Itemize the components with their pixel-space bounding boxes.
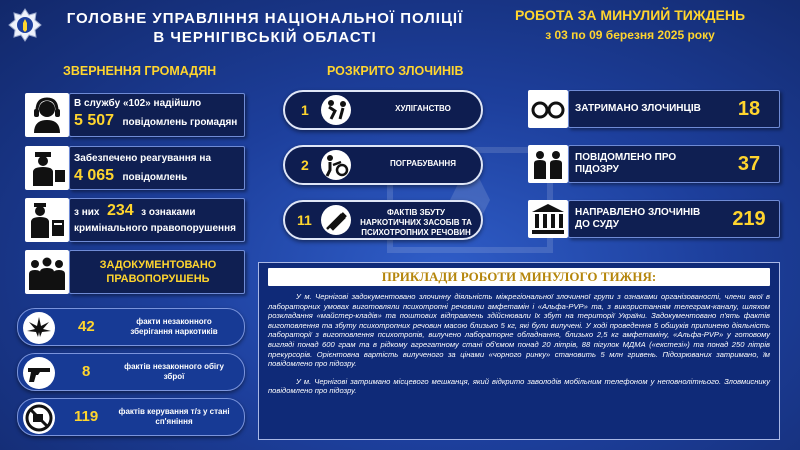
- driving-icon-circle: [23, 402, 55, 434]
- result-court-value: 219: [732, 208, 766, 230]
- result-court-label: НАПРАВЛЕНО ЗЛОЧИНІВ ДО СУДУ: [575, 207, 701, 230]
- criminal-pre: з них: [74, 207, 100, 218]
- court-icon: [528, 200, 568, 238]
- crime-robbery-value: 2: [301, 157, 309, 173]
- response-number: 4 065: [74, 167, 115, 184]
- response-pre: Забезпечено реагування на: [74, 153, 212, 164]
- example-paragraph-1: У м. Чернігові задокументовано злочинну діяльність міжрегіональної злочинної групи з ознаками організованості, члени якої в лабораторних умовах виготовляли психотропні речовини амфетамін і «Альфа-PVP» та, з використанням телеграм-каналу, шляхом розкладання «майстер-кладів» та поштових відправлень здійснювали їх збут на території України. Задокументовано п'ять фактів виготовлення та збуту психотропних речовин масою близько 5 кг, які були вилучені. У ході проведення 5 обшуків припинено діяльність лабораторії з виготовлення психотропів, вилучено лабораторне обладнання, близько 2,5 кг амфетаміну, «Альфа-PVP» у готовому вигляді понад 600 грам та в рідкому агрегатному стані об'ємом понад 20 літрів, 88 пігулок МДМА («екстезі») та понад 250 літрів прекурсорів. Орієнтовна вартість вилученого за цінами «чорного ринку» становить 5 млн гривень. Підозрюваних затримано, їм повідомлено про підозру.: [268, 292, 770, 369]
- agency-title-line1: ГОЛОВНЕ УПРАВЛІННЯ НАЦІОНАЛЬНОЇ ПОЛІЦІЇ: [66, 10, 464, 27]
- documented-label: ЗАДОКУМЕНТОВАНО ПРАВОПОРУШЕНЬ: [99, 259, 217, 285]
- documented-box: [69, 250, 245, 294]
- hooliganism-icon: [321, 95, 351, 125]
- solved-heading: РОЗКРИТО ЗЛОЧИНІВ: [327, 64, 464, 78]
- calls-pre: В службу «102» надійшло: [74, 98, 202, 109]
- offense-driving-value: 119: [74, 408, 99, 425]
- cannabis-leaf-icon: [23, 312, 55, 344]
- examples-heading: ПРИКЛАДИ РОБОТИ МИНУЛОГО ТИЖНЯ:: [268, 268, 770, 286]
- suspect-icon-box: [528, 145, 568, 183]
- criminal-number: 234: [106, 202, 134, 219]
- result-suspicion-label: ПОВІДОМЛЕНО ПРО ПІДОЗРУ: [575, 152, 677, 175]
- call-operator-icon: [25, 93, 69, 137]
- pistol-icon: [23, 357, 55, 389]
- example-paragraph-2: У м. Чернігові затримано місцевого мешканця, який відкрито заволодів мобільним телефоном у неповнолітнього. Зловмиснику повідомлено про підозру.: [268, 376, 770, 396]
- crime-hooliganism-value: 1: [301, 102, 309, 118]
- crime-pill-drug-sales: [283, 200, 483, 240]
- police-group-icon: [25, 250, 69, 294]
- no-drunk-driving-icon: [23, 402, 55, 434]
- court-icon-box: [528, 200, 568, 238]
- calls-number: 5 507: [74, 112, 115, 129]
- offense-drugs-value: 42: [78, 318, 95, 335]
- agency-title: [50, 9, 480, 47]
- agency-title-line2: В ЧЕРНІГІВСЬКІЙ ОБЛАСТІ: [153, 29, 377, 46]
- calls-box: [69, 93, 245, 137]
- suspect-icon: [528, 145, 568, 183]
- officer-icon-box: [25, 146, 69, 190]
- offense-weapons-label: фактів незаконного обігу зброї: [124, 362, 224, 381]
- criminal-post: з ознаками: [141, 207, 196, 218]
- result-detained-label: ЗАТРИМАНО ЗЛОЧИНЦІВ: [575, 103, 701, 114]
- response-post: повідомлень: [122, 172, 188, 183]
- offense-weapons-value: 8: [82, 363, 91, 380]
- crime-pill-robbery: [283, 145, 483, 185]
- police-officer-icon: [25, 146, 69, 190]
- crime-drug-sales-value: 11: [297, 212, 312, 228]
- result-detained-box: [568, 90, 780, 128]
- operator-icon-box: [25, 93, 69, 137]
- result-suspicion-box: [568, 145, 780, 183]
- crime-robbery-label: ПОГРАБУВАННЯ: [390, 159, 456, 168]
- offense-pill-weapons: [17, 353, 245, 391]
- response-box: [69, 146, 245, 190]
- robbery-icon-circle: [321, 150, 351, 180]
- criminal-box: [69, 198, 245, 242]
- offense-pill-driving: [17, 398, 245, 436]
- crime-drug-sales-label: ФАКТІВ ЗБУТУ НАРКОТИЧНИХ ЗАСОБІВ ТА ПСИХОТРОПНИХ РЕЧОВИН: [360, 208, 472, 237]
- handcuffs-icon: [528, 90, 568, 128]
- drugs-icon-circle: [23, 312, 55, 344]
- examples-text: [268, 292, 770, 404]
- offense-pill-drugs: [17, 308, 245, 346]
- offense-drugs-label: факти незаконного зберігання наркотиків: [130, 317, 218, 336]
- result-suspicion-value: 37: [737, 153, 761, 175]
- drug-sales-icon-circle: [321, 205, 351, 235]
- hooliganism-icon-circle: [321, 95, 351, 125]
- result-detained-value: 18: [737, 98, 761, 120]
- robbery-icon: [321, 150, 351, 180]
- handcuffs-icon-box: [528, 90, 568, 128]
- syringe-icon: [321, 205, 351, 235]
- group-icon-box: [25, 250, 69, 294]
- criminal-line2: кримінального правопорушення: [74, 223, 236, 234]
- weapons-icon-circle: [23, 357, 55, 389]
- officers-icon-box: [25, 198, 69, 242]
- report-title: РОБОТА ЗА МИНУЛИЙ ТИЖДЕНЬ: [514, 7, 746, 23]
- crime-hooliganism-label: ХУЛІГАНСТВО: [395, 104, 451, 113]
- calls-post: повідомлень громадян: [122, 117, 238, 128]
- offense-driving-label: фактів керування т/з у стані сп'яніння: [118, 407, 230, 426]
- result-court-box: [568, 200, 780, 238]
- crime-pill-hooliganism: [283, 90, 483, 130]
- report-period: з 03 по 09 березня 2025 року: [545, 28, 715, 42]
- police-officers-icon: [25, 198, 69, 242]
- police-emblem-icon: [8, 8, 42, 42]
- appeals-heading: ЗВЕРНЕННЯ ГРОМАДЯН: [63, 64, 217, 78]
